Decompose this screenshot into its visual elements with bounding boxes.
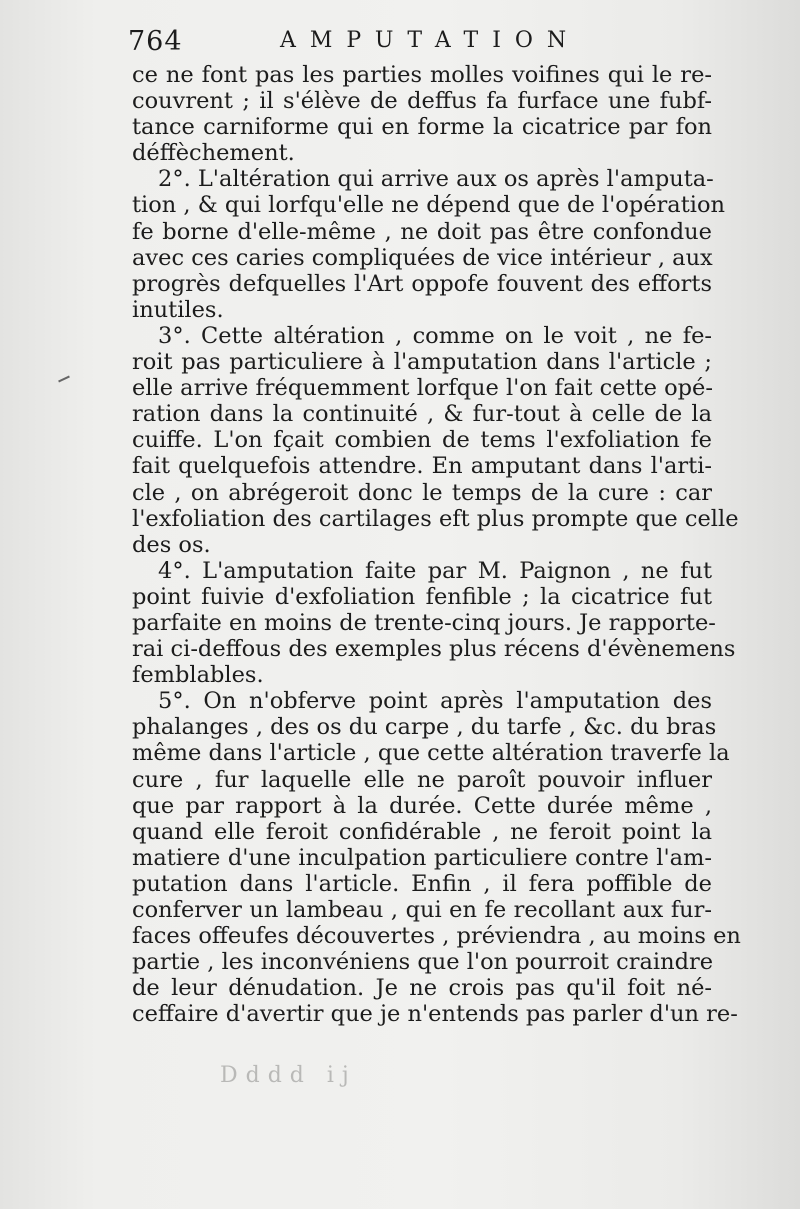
text-line: cle , on abrégeroit donc le temps de la cure : car [132,479,712,506]
text-line: matiere d'une inculpation particuliere contre l'am- [132,844,712,871]
body-text [132,62,741,1028]
text-line: couvrent ; il s'élève de deffus fa furface une fubf- [132,88,712,115]
text-line: ce ne font pas les parties molles voifines qui le re- [132,62,712,88]
text-line: phalanges , des os du carpe , du tarfe , &c. du bras [132,714,717,741]
text-line: cure , fur laquelle elle ne paroît pouvoir influer [132,766,712,793]
text-line: putation dans l'article. Enfin , il fera poffible de [132,870,712,897]
text-line: 3°. Cette altération , comme on le voit , ne fe- [158,322,712,349]
text-line: quand elle feroit confidérable , ne feroit point la [132,818,712,845]
text-line: partie , les inconvéniens que l'on pourroit craindre [132,949,714,976]
margin-mark [58,376,70,383]
text-line: rai ci-deffous des exemples plus récens d'évènemens [132,636,736,663]
text-line: de leur dénudation. Je ne crois pas qu'il foit né- [132,975,712,1002]
page-number: 764 [128,26,183,57]
text-line: femblables. [132,662,264,689]
text-line: ration dans la continuité , & fur-tout à celle de la [132,401,712,428]
text-line: inutiles. [132,296,224,323]
text-line: 4°. L'amputation faite par M. Paignon , ne fut [158,557,712,584]
text-line: elle arrive fréquemment lorfque l'on fait cette opé- [132,375,713,402]
text-line: 2°. L'altération qui arrive aux os après l'amputa- [158,166,714,193]
text-line: 5°. On n'obferve point après l'amputation des [158,688,712,715]
text-line: fe borne d'elle-même , ne doit pas être confondue [132,218,712,245]
text-line: l'exfoliation des cartilages eft plus prompte que celle [132,505,739,532]
text-line: que par rapport à la durée. Cette durée même , [132,792,712,819]
text-line: tion , & qui lorfqu'elle ne dépend que de l'opération [132,192,725,219]
text-line: progrès defquelles l'Art oppofe fouvent des efforts [132,270,712,297]
text-line: déffèchement. [132,140,295,167]
signature-mark: Dddd ij [220,1063,357,1088]
text-line: cuiffe. L'on fçait combien de tems l'exfoliation fe [132,427,712,454]
text-line: roit pas particuliere à l'amputation dans l'article ; [132,349,712,376]
text-line: point fuivie d'exfoliation fenfible ; la cicatrice fut [132,583,712,610]
text-line: parfaite en moins de trente-cinq jours. Je rapporte- [132,609,716,636]
text-line: tance carniforme qui en forme la cicatrice par fon [132,114,712,141]
text-line: conferver un lambeau , qui en fe recollant aux fur- [132,897,712,923]
text-line: ceffaire d'avertir que je n'entends pas parler d'un re- [132,1001,738,1028]
text-line: faces offeufes découvertes , préviendra , au moins en [132,923,741,950]
running-title: AMPUTATION [280,28,581,53]
page-header [128,22,718,62]
text-line: avec ces caries compliquées de vice intérieur , aux [132,244,713,271]
text-line: des os. [132,531,211,558]
text-line: fait quelquefois attendre. En amputant dans l'arti- [132,453,712,480]
text-line: même dans l'article , que cette altération traverfe la [132,740,730,767]
